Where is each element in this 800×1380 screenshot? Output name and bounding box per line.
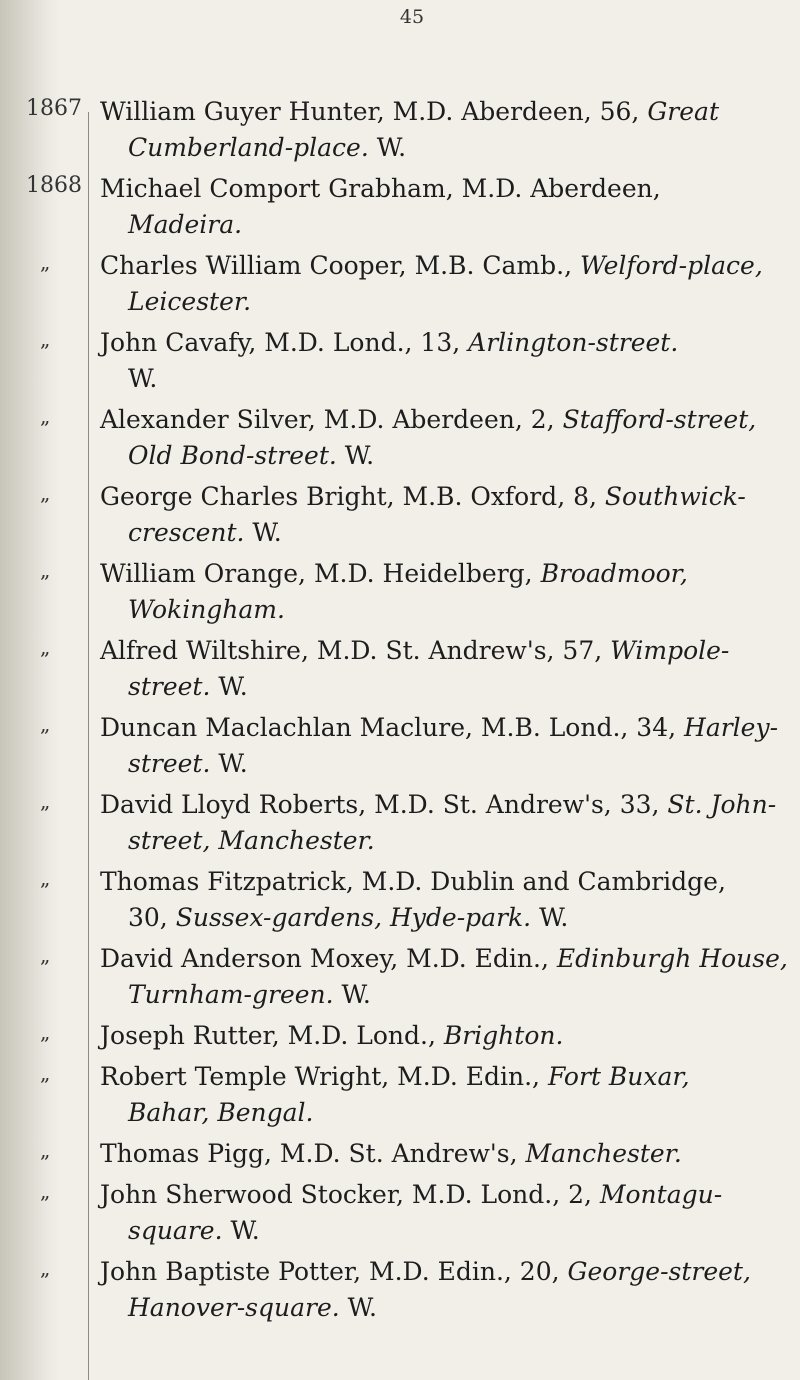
address-italic: Turnham-green. [128, 980, 334, 1009]
address-italic: Sussex-gardens, Hyde-park. [175, 903, 532, 932]
entry-text [100, 1059, 790, 1131]
continuation-line [100, 515, 790, 551]
member-name: Alfred Wiltshire, M.D. St. Andrew's, 57, [100, 636, 611, 665]
ditto-mark: „ [40, 943, 51, 967]
year-label: 1868 [26, 173, 82, 198]
address-italic: Leicester. [128, 287, 252, 316]
list-item [0, 941, 800, 1013]
address-italic: Madeira. [128, 210, 243, 239]
list-item [0, 325, 800, 397]
continuation-line [100, 361, 790, 397]
address-italic: crescent. [128, 518, 245, 547]
list-item [0, 787, 800, 859]
entry-text [100, 633, 790, 705]
ditto-mark: „ [40, 1256, 51, 1280]
address-italic: street. [128, 672, 211, 701]
list-item [0, 710, 800, 782]
member-name: George Charles Bright, M.B. Oxford, 8, [100, 482, 605, 511]
address-italic: square. [128, 1216, 223, 1245]
member-name: William Guyer Hunter, M.D. Aberdeen, 56, [100, 97, 648, 126]
entry-text [100, 1018, 790, 1054]
member-name: Thomas Pigg, M.D. St. Andrew's, [100, 1139, 526, 1168]
continuation-line [100, 438, 790, 474]
address-italic: Fort Buxar, [547, 1062, 690, 1091]
member-name: Duncan Maclachlan Maclure, M.B. Lond., 34, [100, 713, 685, 742]
district: W. [210, 672, 248, 701]
continuation-line [100, 746, 790, 782]
ditto-mark: „ [40, 1061, 51, 1085]
entry-text [100, 325, 790, 397]
address-italic: Broadmoor, [540, 559, 688, 588]
continuation-line [100, 592, 790, 628]
district: W. [128, 364, 158, 393]
member-name: Robert Temple Wright, M.D. Edin., [100, 1062, 548, 1091]
list-item [0, 864, 800, 936]
ditto-mark: „ [40, 250, 51, 274]
continuation-line [100, 207, 790, 243]
continuation-line [100, 1290, 790, 1326]
member-name: Alexander Silver, M.D. Aberdeen, 2, [100, 405, 563, 434]
address-italic: Great [647, 97, 719, 126]
address-italic: Bahar, Bengal. [128, 1098, 314, 1127]
member-name: David Anderson Moxey, M.D. Edin., [100, 944, 557, 973]
member-name: Joseph Rutter, M.D. Lond., [100, 1021, 444, 1050]
list-item [0, 171, 800, 243]
continuation-line [100, 669, 790, 705]
address-italic: Montagu- [599, 1180, 723, 1209]
entry-text [100, 941, 790, 1013]
address-italic: Brighton. [443, 1021, 564, 1050]
address-italic: Southwick- [604, 482, 746, 511]
ditto-mark: „ [40, 1179, 51, 1203]
continuation-line [100, 284, 790, 320]
member-name: Thomas Fitzpatrick, M.D. Dublin and Cambridge, [100, 867, 726, 896]
list-item [0, 402, 800, 474]
continuation-line [100, 823, 790, 859]
district: W. [210, 749, 248, 778]
member-name: David Lloyd Roberts, M.D. St. Andrew's, 33, [100, 790, 668, 819]
entry-text [100, 1136, 790, 1172]
continuation-line [100, 977, 790, 1013]
continuation-line [100, 900, 790, 936]
ditto-mark: „ [40, 327, 51, 351]
entry-text [100, 1254, 790, 1326]
list-item [0, 1177, 800, 1249]
year-label: 1867 [26, 96, 82, 121]
member-name: Michael Comport Grabham, M.D. Aberdeen, [100, 174, 661, 203]
entry-text [100, 248, 790, 320]
address-italic: Manchester. [525, 1139, 682, 1168]
address-italic: Hanover-square. [128, 1293, 340, 1322]
member-name: William Orange, M.D. Heidelberg, [100, 559, 541, 588]
list-item [0, 94, 800, 166]
list-item [0, 556, 800, 628]
district: W. [336, 441, 375, 470]
address-italic: Wimpole- [610, 636, 730, 665]
entry-text [100, 1177, 790, 1249]
ditto-mark: „ [40, 635, 51, 659]
entry-text [100, 787, 790, 859]
address-italic: Edinburgh House, [556, 944, 788, 973]
ditto-mark: „ [40, 1020, 51, 1044]
address-italic: Cumberland-place. [128, 133, 369, 162]
list-item [0, 1254, 800, 1326]
address-italic: Welford-place, [579, 251, 763, 280]
ditto-mark: „ [40, 481, 51, 505]
entry-text [100, 402, 790, 474]
continuation-line [100, 1213, 790, 1249]
entry-text [100, 171, 790, 243]
address-italic: street, Manchester. [128, 826, 375, 855]
address-italic: St. John- [667, 790, 777, 819]
address-italic: Arlington-street. [468, 328, 679, 357]
ditto-mark: „ [40, 789, 51, 813]
member-name: John Cavafy, M.D. Lond., 13, [100, 328, 469, 357]
street-number: 30, [128, 903, 176, 932]
address-italic: George-street, [567, 1257, 751, 1286]
entry-text [100, 864, 790, 936]
ditto-mark: „ [40, 866, 51, 890]
address-italic: Old Bond-street. [128, 441, 337, 470]
ditto-mark: „ [40, 712, 51, 736]
list-item [0, 248, 800, 320]
address-italic: street. [128, 749, 211, 778]
page-number: 45 [399, 6, 425, 28]
district: W. [368, 133, 407, 162]
list-item [0, 633, 800, 705]
list-item [0, 1059, 800, 1131]
ditto-mark: „ [40, 404, 51, 428]
address-italic: Harley- [684, 713, 779, 742]
address-italic: Stafford-street, [562, 405, 757, 434]
address-italic: Wokingham. [128, 595, 285, 624]
continuation-line [100, 130, 790, 166]
district: W. [531, 903, 569, 932]
district: W. [333, 980, 371, 1009]
district: W. [339, 1293, 377, 1322]
list-item [0, 479, 800, 551]
continuation-line [100, 1095, 790, 1131]
entry-text [100, 556, 790, 628]
list-item [0, 1018, 800, 1054]
district: W. [244, 518, 282, 547]
district: W. [222, 1216, 260, 1245]
entry-text [100, 94, 790, 166]
ditto-mark: „ [40, 558, 51, 582]
entry-text [100, 479, 790, 551]
member-name: Charles William Cooper, M.B. Camb., [100, 251, 580, 280]
register-entries [0, 94, 800, 1331]
member-name: John Baptiste Potter, M.D. Edin., 20, [100, 1257, 568, 1286]
member-name: John Sherwood Stocker, M.D. Lond., 2, [100, 1180, 600, 1209]
ditto-mark: „ [40, 1138, 51, 1162]
entry-text [100, 710, 790, 782]
list-item [0, 1136, 800, 1172]
